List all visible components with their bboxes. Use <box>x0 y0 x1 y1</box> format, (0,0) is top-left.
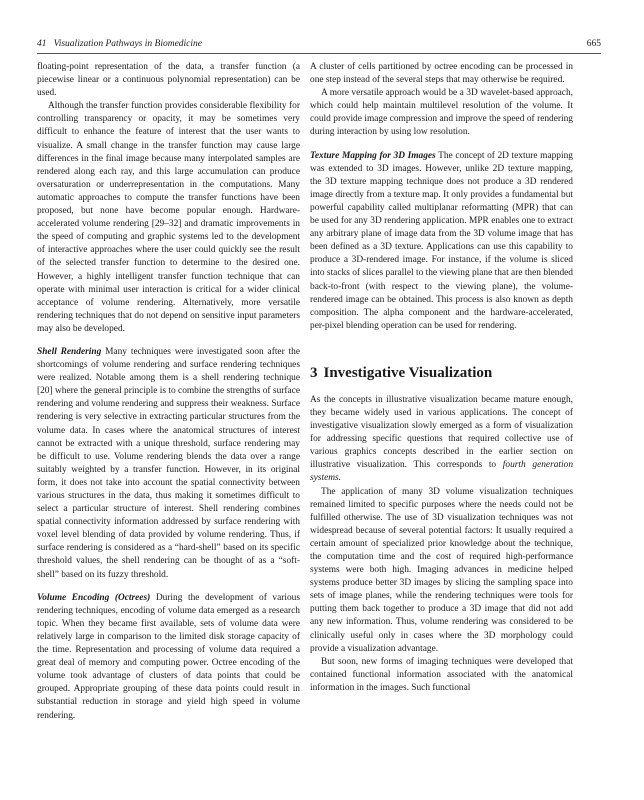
paragraph-shell-rendering <box>37 346 300 582</box>
paragraph <box>310 394 573 486</box>
section-number: 3 <box>310 364 318 381</box>
paragraph-text: As the concepts in illustrative visualization became mature enough, they became widely used in various applications. The concept of investigative visualization slowly emerged as a form of visualization for addressing specific questions that required collective use of various graphics concepts described in the earlier section on illustrative visualization. This corresponds to <box>310 394 573 471</box>
paragraph: But soon, new forms of imaging techniques were developed that contained functional information associated with the anatomical information in the images. Such functional <box>310 656 573 693</box>
paragraph: A cluster of cells partitioned by octree encoding can be processed in one step instead of the several steps that may otherwise be required. <box>310 62 573 86</box>
paragraph-text: During the development of various rendering techniques, encoding of volume data emerged as a research topic. When they became first available, sets of volume data were relatively large in comparison to the limited disk storage capacity of the time. Representation and processing of volume data required a great deal of memory and computing power. Octree encoding of the volume took advantage of clusters of data points that could be grouped. Appropriate grouping of these data points could result in substantial reduction in storage and yield high speed in volume rendering. <box>37 592 301 721</box>
section-heading <box>310 364 573 382</box>
paragraph-text: The concept of 2D texture mapping was extended to 3D images. However, unlike 2D texture mapping, the 3D texture mapping technique does not produce a 3D rendered image directly from a texture map. It only provides a fundamental but powerful capability called multiplanar reformatting (MPR) that can be used for any 3D rendering application. MPR enables one to extract any arbitrary plane of image data from the 3D volume image that has been defined as a 3D texture. Applications can use this capability to produce a 3D-rendered image. For instance, if the volume is sliced into stacks of slices parallel to the viewing plane that are then blended back-to-front (with respect to the viewing plane), the volume-rendered image can be obtained. This process is also known as depth composition. The alpha component and the hardware-accelerated, per-pixel blending operation can be used for rendering. <box>310 150 573 331</box>
paragraph-texture-mapping <box>310 150 573 333</box>
chapter-title: Visualization Pathways in Biomedicine <box>53 39 203 49</box>
paragraph: floating-point representation of the data, a transfer function (a piecewise linear or a continuous polynomial representation) can be used. <box>37 62 300 99</box>
section-title: Investigative Visualization <box>323 364 493 381</box>
paragraph: Although the transfer function provides considerable flexibility for controlling transparency or opacity, it may be sometimes very difficult to enhance the feature of interest that the user wants to visualize. A small change in the transfer function may cause large differences in the final image because many interpolated samples are rendered along each ray, and this large accumulation can produce oversaturation or underrepresentation in the computations. Many automatic approaches to compute the transfer functions have been proposed, but none have become popular enough. Hardware-accelerated volume rendering [29–32] and dramatic improvements in the speed of computing and graphic systems led to the development of interactive approaches where the user could quickly see the result of the selected transfer function to determine to the desired one. However, a highly intelligent transfer function technique that can operate with minimal user interaction is critical for a wider clinical acceptance of volume rendering. Alternatively, more versatile rendering techniques that do not depend on sensitive input parameters may also be developed. <box>37 101 300 334</box>
chapter-number: 41 <box>37 39 47 49</box>
paragraph-volume-encoding <box>37 592 300 723</box>
right-column <box>310 61 573 695</box>
paragraph: A more versatile approach would be a 3D wavelet-based approach, which could help maintain multilevel resolution of the volume. It could provide image compression and improve the speed of rendering during interaction by using low resolution. <box>310 88 573 138</box>
emphasis-text: fourth generation systems. <box>310 460 574 484</box>
left-column <box>37 61 300 723</box>
paragraph: The application of many 3D volume visualization techniques remained limited to specific purposes where the needs could not be fulfilled otherwise. The use of 3D visualization techniques was not widespread because of several potential factors: It usually required a certain amount of specialized prior knowledge about the technique, the computation time and the cost of required high-performance systems were both high. Imaging advances in medicine helped systems produce better 3D images by slicing the sampling space into sets of image planes, while the rendering techniques were tools for putting them back together to produce a 3D image that did not add any new information. Thus, volume rendering was considered to be clinically useful only in cases where the 3D morphology could provide a visualization advantage. <box>310 486 573 654</box>
page-number: 665 <box>586 39 601 49</box>
runin-heading: Volume Encoding (Octrees) <box>37 592 151 603</box>
runin-heading: Shell Rendering <box>37 346 102 357</box>
header-rule <box>37 53 601 54</box>
paragraph-text: Many techniques were investigated soon after the shortcomings of volume rendering and surface rendering techniques were realized. Notable among them is a shell rendering technique [20] where the general principle is to combine the strengths of surface rendering and volume rendering and suppress their weakness. Surface rendering is very selective in extracting particular structures from the volume data. In cases where the anatomical structures of interest cannot be extracted with a unique threshold, surface rendering may be difficult to use. Volume rendering blends the data over a range suitably weighted by a transfer function. However, in its original form, it does not take into account the spatial connectivity between various structures in the data, thus making it sometimes difficult to select a particular structure of interest. Shell rendering combines spatial connectivity information addressed by surface rendering with voxel level blending of data provided by volume rendering. Thus, if surface rendering is considered as a “hard-shell” based on its specific threshold values, the shell rendering can be thought of as a “soft-shell” based on its fuzzy threshold. <box>37 346 300 580</box>
runin-heading: Texture Mapping for 3D Images <box>310 150 436 161</box>
chapter-heading <box>37 38 202 50</box>
